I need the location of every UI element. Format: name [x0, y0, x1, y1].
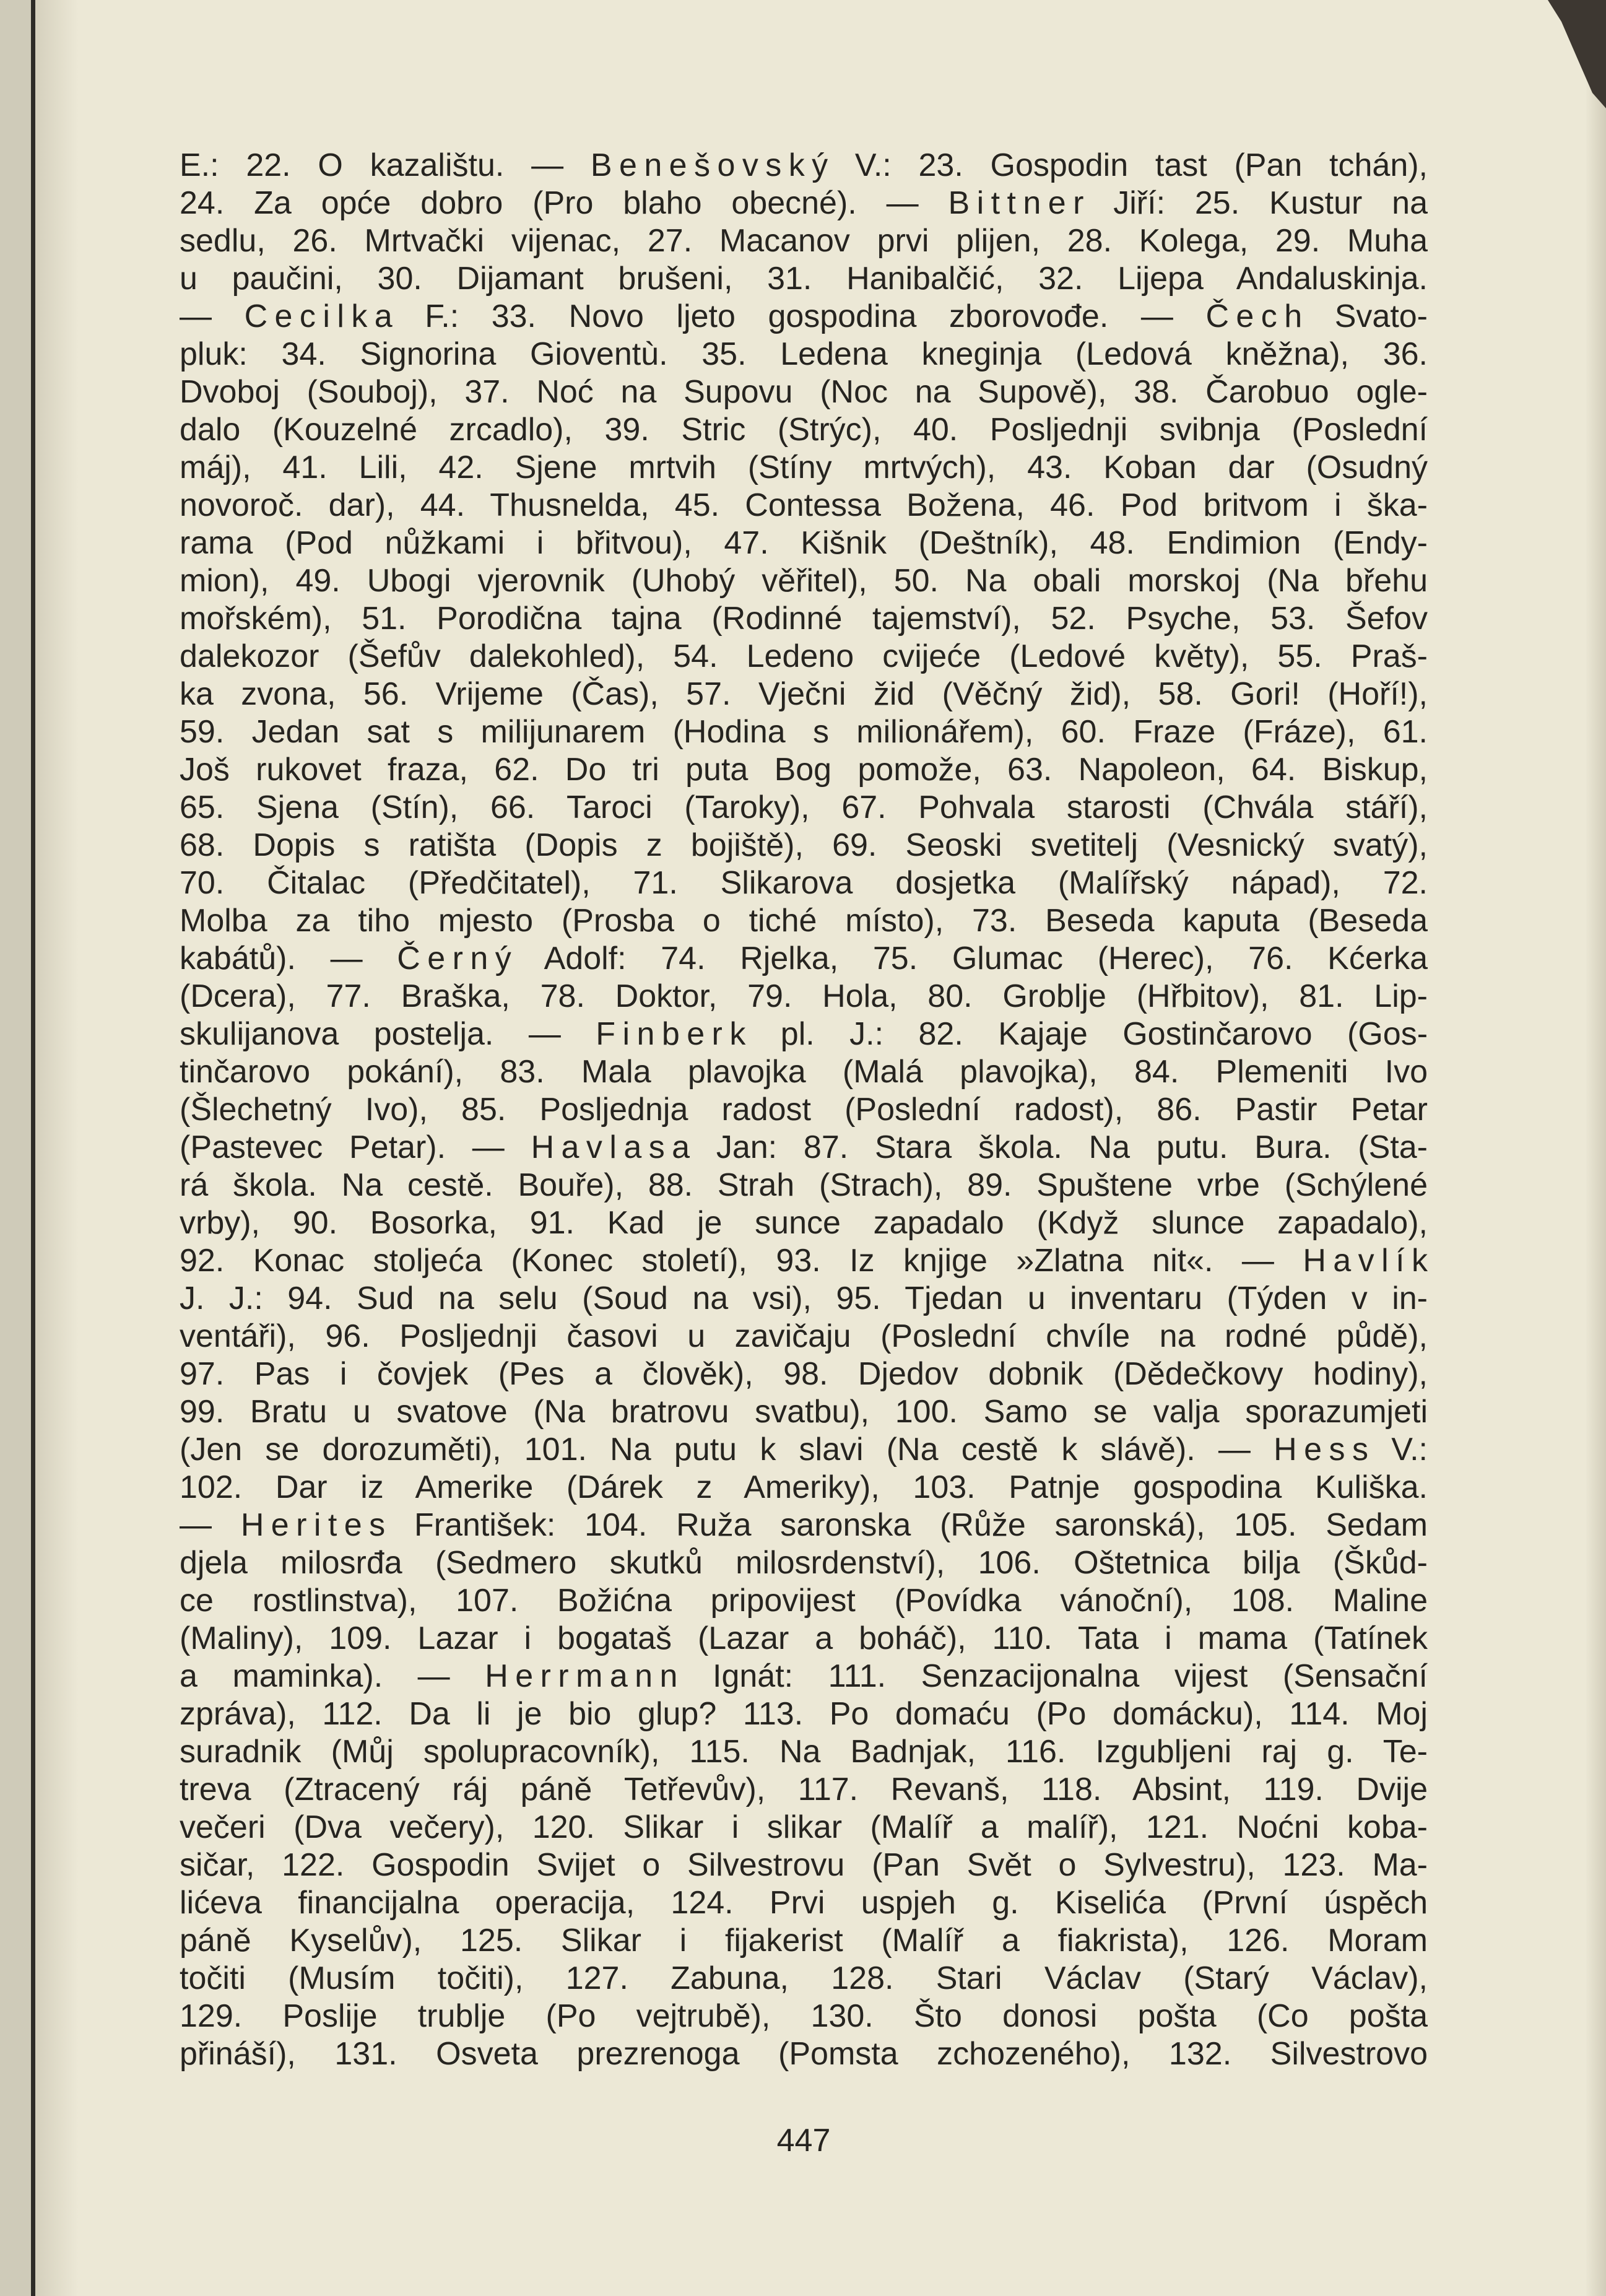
text-run: 59. Jedan sat s milijunarem (Hodina s milionářem), 60. Fraze (Fráze), 61. — [180, 714, 1428, 750]
text-line — [180, 260, 1428, 298]
text-run: 129. Poslije trublje (Po vejtrubě), 130. Što donosi pošta (Co pošta — [180, 1998, 1428, 2034]
text-line — [180, 1620, 1428, 1658]
text-line — [180, 222, 1428, 260]
author-name: Herrmann — [485, 1658, 685, 1694]
text-line — [180, 1695, 1428, 1733]
text-run: rá škola. Na cestě. Bouře), 88. Strah (Strach), 89. Spuštene vrbe (Schýlené — [180, 1167, 1428, 1203]
text-line — [180, 1015, 1428, 1053]
text-run: u paučini, 30. Dijamant brušeni, 31. Hanibalčić, 32. Lijepa Andaluskinja. — [180, 261, 1428, 297]
text-run: 70. Čitalac (Předčitatel), 71. Slikarova dosjetka (Malířský nápad), 72. — [180, 865, 1428, 901]
text-run: (Pastevec Petar). — — [180, 1129, 531, 1165]
text-line — [180, 1507, 1428, 1544]
text-run: 92. Konac stoljeća (Konec století), 93. Iz knjige »Zlatna nit«. — — [180, 1243, 1303, 1279]
corner-fold-shape — [1548, 0, 1606, 108]
text-run: (Dcera), 77. Braška, 78. Doktor, 79. Hola, 80. Groblje (Hřbitov), 81. Lip- — [180, 978, 1428, 1014]
text-line — [180, 411, 1428, 449]
text-run: pluk: 34. Signorina Gioventù. 35. Ledena kneginja (Ledová kněžna), 36. — [180, 336, 1428, 372]
author-name: Čech — [1205, 298, 1309, 334]
author-name: Finberk — [596, 1016, 753, 1052]
author-name: Hess — [1274, 1432, 1376, 1468]
text-line — [180, 789, 1428, 827]
text-line — [180, 562, 1428, 600]
text-run: F.: 33. Novo ljeto gospodina zborovođe. — — [392, 298, 1206, 334]
text-line — [180, 1846, 1428, 1884]
text-run: zpráva), 112. Da li je bio glup? 113. Po domaću (Po domácku), 114. Moj — [180, 1696, 1428, 1732]
text-block — [180, 147, 1435, 2073]
text-line — [180, 2035, 1428, 2073]
text-run: dalo (Kouzelné zrcadlo), 39. Stric (Strýc), 40. Posljednji svibnja (Poslední — [180, 412, 1428, 448]
text-line — [180, 1998, 1428, 2035]
text-line — [180, 1280, 1428, 1318]
text-run: mion), 49. Ubogi vjerovnik (Uhobý věřitel), 50. Na obali morskoj (Na břehu — [180, 563, 1428, 599]
text-run: 65. Sjena (Stín), 66. Taroci (Taroky), 67. Pohvala starosti (Chvála stáří), — [180, 789, 1428, 825]
text-run: máj), 41. Lili, 42. Sjene mrtvih (Stíny mrtvých), 43. Koban dar (Osudný — [180, 450, 1428, 485]
text-run: sedlu, 26. Mrtvački vijenac, 27. Macanov prvi plijen, 28. Kolega, 29. Muha — [180, 223, 1428, 259]
text-line — [180, 1129, 1428, 1167]
author-name: Cecilka — [244, 298, 400, 334]
text-line — [180, 487, 1428, 524]
text-run: (Šlechetný Ivo), 85. Posljednja radost (Poslední radost), 86. Pastir Petar — [180, 1092, 1428, 1128]
text-run: kabátů). — — [180, 941, 397, 976]
text-run: Svato- — [1302, 298, 1428, 334]
text-run: tinčarovo pokání), 83. Mala plavojka (Malá plavojka), 84. Plemeniti Ivo — [180, 1054, 1428, 1090]
text-line — [180, 524, 1428, 562]
text-line — [180, 1355, 1428, 1393]
text-line — [180, 676, 1428, 713]
text-run: — — [180, 1507, 241, 1543]
text-run: (Jen se dorozuměti), 101. Na putu k slavi (Na cestě k slávě). — — [180, 1432, 1274, 1468]
text-line — [180, 1771, 1428, 1809]
text-run: a maminka). — — [180, 1658, 485, 1694]
text-line — [180, 1733, 1428, 1771]
text-line — [180, 1091, 1428, 1129]
gutter-shadow — [35, 0, 79, 2296]
text-run: páně Kyselův), 125. Slikar i fijakerist (Malíř a fiakrista), 126. Moram — [180, 1923, 1428, 1959]
text-line — [180, 713, 1428, 751]
text-run: dalekozor (Šefův dalekohled), 54. Ledeno cvijeće (Ledové květy), 55. Praš- — [180, 638, 1428, 674]
text-line — [180, 1242, 1435, 1280]
text-line — [180, 940, 1428, 978]
page-number: 447 — [776, 2123, 831, 2159]
text-line — [180, 336, 1428, 373]
text-run: J. J.: 94. Sud na selu (Soud na vsi), 95. Tjedan u inventaru (Týden v in- — [180, 1281, 1428, 1316]
text-line — [180, 978, 1428, 1015]
text-run: skulijanova postelja. — — [180, 1016, 596, 1052]
text-line — [180, 449, 1428, 487]
text-run: ventáři), 96. Posljednji časovi u zavičaju (Poslední chvíle na rodné půdě), — [180, 1318, 1428, 1354]
text-line — [180, 1884, 1428, 1922]
text-run: pl. J.: 82. Kajaje Gostinčarovo (Gos- — [745, 1016, 1428, 1052]
text-line — [180, 638, 1428, 676]
text-run: sičar, 122. Gospodin Svijet o Silvestrovu (Pan Svět o Sylvestru), 123. Ma- — [180, 1847, 1428, 1883]
text-run: rama (Pod nůžkami i břitvou), 47. Kišnik (Deštník), 48. Endimion (Endy- — [180, 525, 1428, 561]
right-edge-shadow — [1585, 0, 1606, 2296]
text-run: E.: 22. O kazalištu. — — [180, 147, 591, 183]
text-run: V.: 23. Gospodin tast (Pan tchán), — [828, 147, 1428, 183]
text-line — [180, 1582, 1428, 1620]
author-name: Bittner — [948, 185, 1091, 221]
author-name: Havlík — [1303, 1243, 1435, 1279]
author-name: Černý — [397, 941, 519, 976]
text-line — [180, 1053, 1428, 1091]
text-run: V.: — [1368, 1432, 1428, 1468]
text-run: djela milosrđa (Sedmero skutků milosrdenství), 106. Oštetnica bilja (Škůd- — [180, 1545, 1428, 1581]
gutter-edge — [0, 0, 31, 2296]
text-run: přináší), 131. Osveta prezrenoga (Pomsta zchozeného), 132. Silvestrovo — [180, 2036, 1428, 2072]
text-run: točiti (Musím točiti), 127. Zabuna, 128. Stari Václav (Starý Václav), — [180, 1960, 1428, 1996]
text-line — [180, 1393, 1428, 1431]
text-run: 24. Za opće dobro (Pro blaho obecné). — — [180, 185, 948, 221]
text-line — [180, 902, 1428, 940]
text-line — [180, 1167, 1428, 1204]
text-run: 102. Dar iz Amerike (Dárek z Ameriky), 103. Patnje gospodina Kuliška. — [180, 1469, 1428, 1505]
author-name: Herites — [240, 1507, 393, 1543]
text-run: Dvoboj (Souboj), 37. Noć na Supovu (Noc na Supově), 38. Čarobuo ogle- — [180, 374, 1428, 410]
text-run: Jiří: 25. Kustur na — [1083, 185, 1428, 221]
gutter-line — [31, 0, 35, 2296]
text-run: (Maliny), 109. Lazar i bogataš (Lazar a boháč), 110. Tata i mama (Tatínek — [180, 1620, 1428, 1656]
text-line — [180, 1469, 1428, 1507]
text-run: treva (Ztracený ráj páně Tetřevův), 117. Revanš, 118. Absint, 119. Dvije — [180, 1772, 1428, 1807]
text-run: suradnik (Můj spolupracovník), 115. Na Badnjak, 116. Izgubljeni raj g. Te- — [180, 1734, 1428, 1770]
text-line — [180, 1809, 1428, 1846]
text-run: večeri (Dva večery), 120. Slikar i slikar (Malíř a malíř), 121. Noćni koba- — [180, 1809, 1428, 1845]
text-line — [180, 1658, 1428, 1695]
author-name: Benešovský — [590, 147, 835, 183]
text-run: 68. Dopis s ratišta (Dopis z bojiště), 69. Seoski svetitelj (Vesnický svatý), — [180, 827, 1428, 863]
text-run: Jan: 87. Stara škola. Na putu. Bura. (Sta- — [690, 1129, 1428, 1165]
page-corner-shadow — [1538, 0, 1606, 124]
text-line — [180, 1960, 1428, 1998]
text-line — [180, 1544, 1428, 1582]
text-line — [180, 1204, 1428, 1242]
text-line — [180, 185, 1428, 222]
text-run: — — [180, 298, 245, 334]
text-line — [180, 864, 1428, 902]
text-line — [180, 600, 1428, 638]
text-run: 97. Pas i čovjek (Pes a člověk), 98. Djedov dobnik (Dědečkovy hodiny), — [180, 1356, 1428, 1392]
text-line — [180, 1431, 1428, 1469]
text-run: Još rukovet fraza, 62. Do tri puta Bog pomože, 63. Napoleon, 64. Biskup, — [180, 752, 1428, 788]
author-name: Havlasa — [531, 1129, 697, 1165]
text-run: Ignát: 111. Senzacijonalna vijest (Sensační — [677, 1658, 1428, 1694]
text-line — [180, 827, 1428, 864]
text-line — [180, 1318, 1428, 1355]
text-run: Adolf: 74. Rjelka, 75. Glumac (Herec), 76. Kćerka — [511, 941, 1428, 976]
text-line — [180, 298, 1428, 336]
text-run: mořském), 51. Porodična tajna (Rodinné tajemství), 52. Psyche, 53. Šefov — [180, 601, 1428, 637]
text-run: ka zvona, 56. Vrijeme (Čas), 57. Vječni žid (Věčný žid), 58. Gori! (Hoří!), — [180, 676, 1428, 712]
text-run: 99. Bratu u svatove (Na bratrovu svatbu), 100. Samo se valja sporazumjeti — [180, 1394, 1428, 1430]
text-line — [180, 147, 1428, 185]
text-run: František: 104. Ruža saronska (Růže saronská), 105. Sedam — [385, 1507, 1428, 1543]
text-run: novoroč. dar), 44. Thusnelda, 45. Contessa Božena, 46. Pod britvom i ška- — [180, 487, 1428, 523]
text-run: Molba za tiho mjesto (Prosba o tiché místo), 73. Beseda kaputa (Beseda — [180, 903, 1428, 939]
text-line — [180, 373, 1428, 411]
text-run: vrby), 90. Bosorka, 91. Kad je sunce zapadalo (Když slunce zapadalo), — [180, 1205, 1428, 1241]
text-run: lićeva financijalna operacija, 124. Prvi uspjeh g. Kiselića (První úspěch — [180, 1885, 1428, 1921]
text-line — [180, 1922, 1428, 1960]
text-line — [180, 751, 1428, 789]
text-run: ce rostlinstva), 107. Božićna pripovijest (Povídka vánoční), 108. Maline — [180, 1583, 1428, 1619]
